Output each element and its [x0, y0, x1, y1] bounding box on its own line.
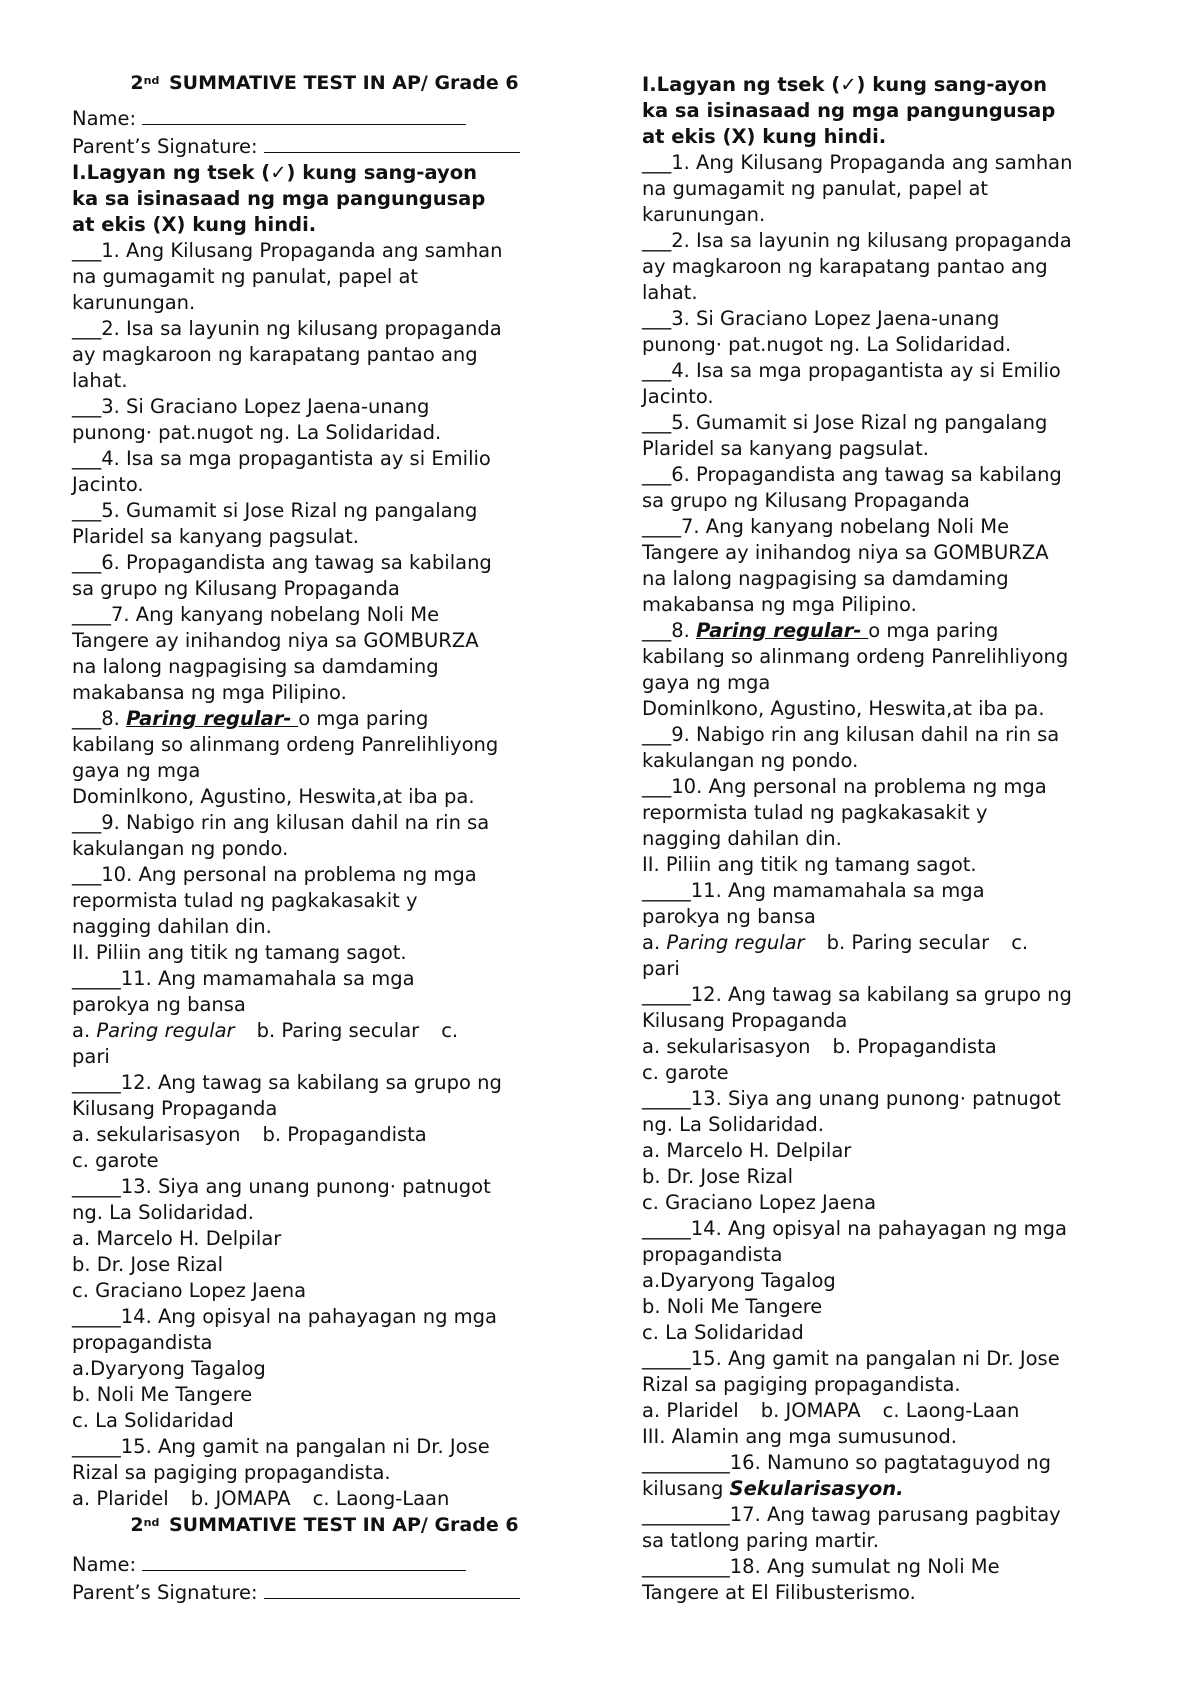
question-9: ___9. Nabigo rin ang kilusan dahil na rin sa kakulangan ng pondo. [72, 811, 490, 860]
question-11: _____11. Ang mamamahala sa mga parokya ng bansa a. Paring regular b. Paring secular c. pari [72, 967, 459, 1068]
question-12-right: _____12. Ang tawag sa kabilang sa grupo ng Kilusang Propaganda a. sekularisasyon b. Propagandista c. garote [642, 983, 1072, 1084]
footer-name-blank[interactable] [142, 1550, 466, 1571]
question-5-right: ___5. Gumamit si Jose Rizal ng pangalang Plaridel sa kanyang pagsulat. [642, 411, 1048, 460]
question-10: ___10. Ang personal na problema ng mga repormista tulad ng pagkakasakit y nagging dahilan din. [72, 863, 477, 938]
question-14-right: _____14. Ang opisyal na pahayagan ng mga propagandista a.Dyaryong Tagalog b. Noli Me Tangere c. La Solidaridad [642, 1217, 1068, 1344]
left-column [72, 70, 577, 1606]
question-4: ___4. Isa sa mga propagantista ay si Emilio Jacinto. [72, 447, 491, 496]
question-13: _____13. Siya ang unang punong· patnugot ng. La Solidaridad. a. Marcelo H. Delpilar b. Dr. Jose Rizal c. Graciano Lopez Jaena [72, 1175, 491, 1302]
question-7-right: ____7. Ang kanyang nobelang Noli Me Tangere ay inihandog niya sa GOMBURZA na lalong nagpagising sa damdaming makabansa ng mga Pilipino. [642, 515, 1049, 616]
section-2-heading-right: II. Piliin ang titik ng tamang sagot. [642, 853, 977, 876]
parent-signature-blank[interactable] [264, 132, 520, 153]
parent-signature-label: Parent’s Signature: [72, 135, 264, 158]
question-6: ___6. Propagandista ang tawag sa kabilang sa grupo ng Kilusang Propaganda [72, 551, 492, 600]
section-2-heading: II. Piliin ang titik ng tamang sagot. [72, 941, 407, 964]
question-13-right: _____13. Siya ang unang punong· patnugot ng. La Solidaridad. a. Marcelo H. Delpilar b. Dr. Jose Rizal c. Graciano Lopez Jaena [642, 1087, 1061, 1214]
question-5: ___5. Gumamit si Jose Rizal ng pangalang Plaridel sa kanyang pagsulat. [72, 499, 478, 548]
question-1: ___1. Ang Kilusang Propaganda ang samhan na gumagamit ng panulat, papel at karunungan. [72, 239, 503, 314]
right-column [642, 72, 1147, 1606]
question-2-right: ___2. Isa sa layunin ng kilusang propaganda ay magkaroon ng karapatang pantao ang lahat. [642, 229, 1072, 304]
question-2: ___2. Isa sa layunin ng kilusang propaganda ay magkaroon ng karapatang pantao ang lahat. [72, 317, 502, 392]
question-10-right: ___10. Ang personal na problema ng mga repormista tulad ng pagkakasakit y nagging dahilan din. [642, 775, 1047, 850]
footer-test-title: 2nd SUMMATIVE TEST IN AP/ Grade 6 [130, 1514, 519, 1536]
question-8-right: ___8. Paring regular- o mga paring kabilang so alinmang ordeng Panrelihliyong gaya ng mga Dominlkono, Agustino, Heswita,at iba pa. [642, 619, 1069, 720]
question-17: _________17. Ang tawag parusang pagbitay sa tatlong paring martir. [642, 1503, 1061, 1552]
question-3-right: ___3. Si Graciano Lopez Jaena-unang punong· pat.nugot ng. La Solidaridad. [642, 307, 1012, 356]
question-16: _________16. Namuno so pagtataguyod ng kilusang Sekularisasyon. [642, 1451, 1052, 1500]
question-1-right: ___1. Ang Kilusang Propaganda ang samhan na gumagamit ng panulat, papel at karunungan. [642, 151, 1073, 226]
question-7: ____7. Ang kanyang nobelang Noli Me Tangere ay inihandog niya sa GOMBURZA na lalong nagpagising sa damdaming makabansa ng mga Pilipino. [72, 603, 479, 704]
paring-regular-term: Paring regular- [126, 707, 299, 730]
question-12: _____12. Ang tawag sa kabilang sa grupo ng Kilusang Propaganda a. sekularisasyon b. Propagandista c. garote [72, 1071, 502, 1172]
question-6-right: ___6. Propagandista ang tawag sa kabilang sa grupo ng Kilusang Propaganda [642, 463, 1062, 512]
section-3-heading: III. Alamin ang mga sumusunod. [642, 1425, 957, 1448]
section-1-heading-right: I.Lagyan ng tsek (✓) kung sang-ayon ka sa isinasaad ng mga pangungusap at ekis (X) kung hindi. [642, 73, 1056, 148]
question-15: _____15. Ang gamit na pangalan ni Dr. Jose Rizal sa pagiging propagandista. a. Plaridel b. JOMAPA c. Laong-Laan [72, 1435, 490, 1510]
footer-parent-signature-blank[interactable] [264, 1578, 520, 1599]
question-4-right: ___4. Isa sa mga propagantista ay si Emilio Jacinto. [642, 359, 1061, 408]
section-1-heading: I.Lagyan ng tsek (✓) kung sang-ayon ka sa isinasaad ng mga pangungusap at ekis (X) kung hindi. [72, 161, 486, 236]
footer-parent-signature-field[interactable]: Parent’s Signature: [72, 1578, 577, 1606]
question-3: ___3. Si Graciano Lopez Jaena-unang punong· pat.nugot ng. La Solidaridad. [72, 395, 442, 444]
question-9-right: ___9. Nabigo rin ang kilusan dahil na rin sa kakulangan ng pondo. [642, 723, 1060, 772]
name-field[interactable] [72, 104, 577, 132]
question-14: _____14. Ang opisyal na pahayagan ng mga propagandista a.Dyaryong Tagalog b. Noli Me Tangere c. La Solidaridad [72, 1305, 498, 1432]
name-label: Name: [72, 107, 143, 130]
question-18: _________18. Ang sumulat ng Noli Me Tangere at El Filibusterismo. [642, 1555, 1000, 1604]
question-15-right: _____15. Ang gamit na pangalan ni Dr. Jose Rizal sa pagiging propagandista. a. Plaridel b. JOMAPA c. Laong-Laan [642, 1347, 1060, 1422]
question-11-right: _____11. Ang mamamahala sa mga parokya ng bansa a. Paring regular b. Paring secular c. pari [642, 879, 1029, 980]
parent-signature-field[interactable] [72, 132, 577, 160]
footer-name-field[interactable]: Name: [72, 1550, 577, 1578]
name-blank[interactable] [142, 104, 466, 125]
test-title: 2nd SUMMATIVE TEST IN AP/ Grade 6 [130, 72, 519, 94]
sekularisasyon-term: Sekularisasyon. [729, 1477, 904, 1500]
paring-regular-term-right: Paring regular- [696, 619, 869, 642]
question-8: ___8. Paring regular- o mga paring kabilang so alinmang ordeng Panrelihliyong gaya ng mga Dominlkono, Agustino, Heswita,at iba pa. [72, 707, 499, 808]
